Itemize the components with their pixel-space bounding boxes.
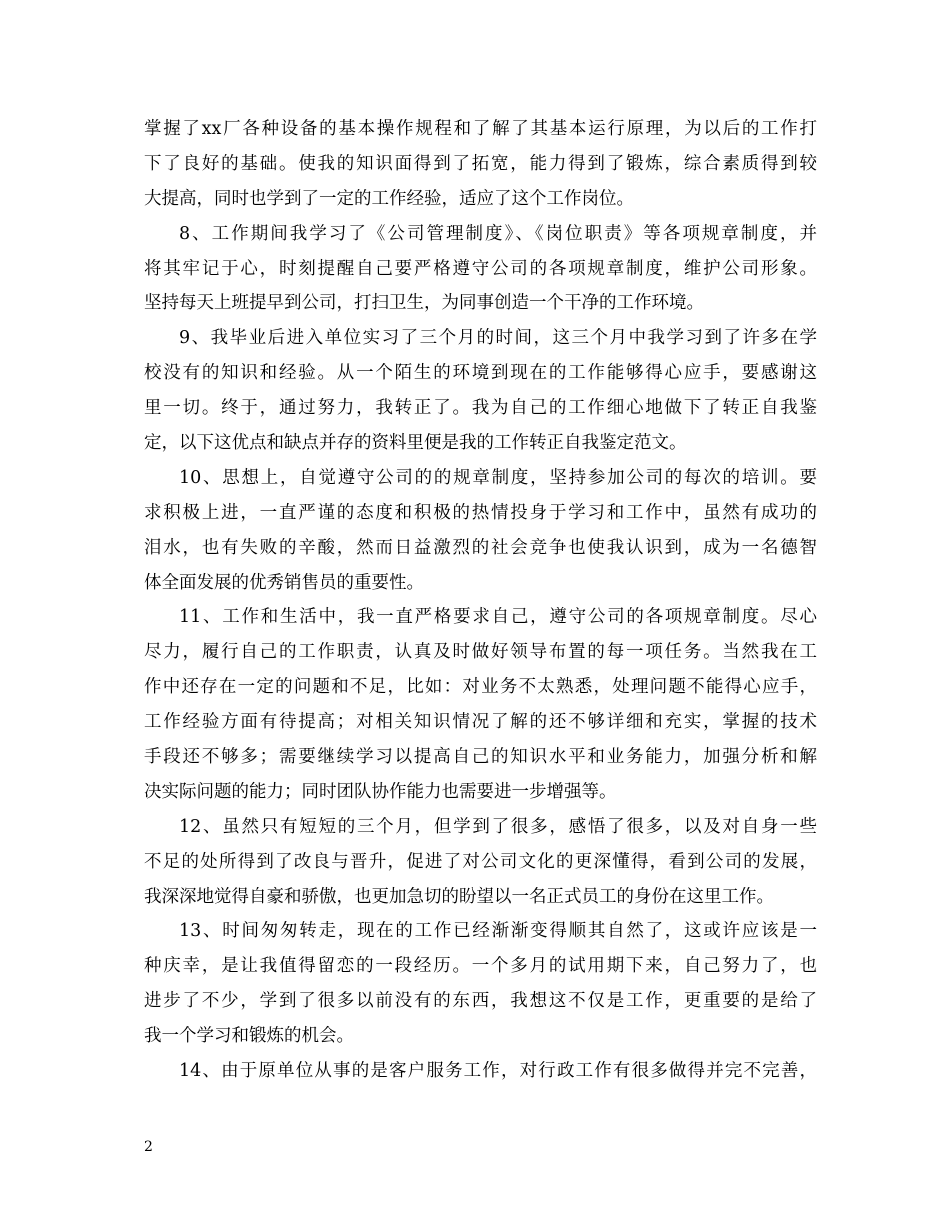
text-line: 13、时间匆匆转走，现在的工作已经渐渐变得顺其自然了，这或许应该是一 <box>179 921 817 942</box>
text-line: 尽力，履行自己的工作职责，认真及时做好领导布置的每一项任务。当然我在工 <box>144 642 817 663</box>
text-line: 下了良好的基础。使我的知识面得到了拓宽，能力得到了锻炼，综合素质得到较 <box>144 153 817 174</box>
text-line: 定，以下这优点和缺点并存的资料里便是我的工作转正自我鉴定范文。 <box>144 433 687 454</box>
text-line: 掌握了xx厂各种设备的基本操作规程和了解了其基本运行原理，为以后的工作打 <box>144 119 817 139</box>
text-line: 11、工作和生活中，我一直严格要求自己，遵守公司的各项规章制度。尽心 <box>179 607 817 628</box>
text-line: 大提高，同时也学到了一定的工作经验，适应了这个工作岗位。 <box>144 188 634 209</box>
text-line: 14、由于原单位从事的是客户服务工作，对行政工作有很多做得并完不完善， <box>179 1061 817 1082</box>
text-line: 体全面发展的优秀销售员的重要性。 <box>144 572 424 593</box>
text-line: 校没有的知识和经验。从一个陌生的环境到现在的工作能够得心应手，要感谢这 <box>144 363 817 384</box>
text-line: 我深深地觉得自豪和骄傲，也更加急切的盼望以一名正式员工的身份在这里工作。 <box>144 886 774 907</box>
text-line: 工作经验方面有待提高；对相关知识情况了解的还不够详细和充实，掌握的技术 <box>144 712 817 733</box>
page-number: 2 <box>144 1139 153 1155</box>
text-line: 8、工作期间我学习了《公司管理制度》、《岗位职责》等各项规章制度，并 <box>179 223 817 244</box>
text-line: 不足的处所得到了改良与晋升，促进了对公司文化的更深懂得，看到公司的发展， <box>144 851 817 872</box>
text-line: 9、我毕业后进入单位实习了三个月的时间，这三个月中我学习到了许多在学 <box>179 328 817 349</box>
document-body <box>144 112 817 1089</box>
text-line: 求积极上进，一直严谨的态度和积极的热情投身于学习和工作中，虽然有成功的 <box>144 502 817 523</box>
text-line: 泪水，也有失败的辛酸，然而日益激烈的社会竞争也使我认识到，成为一名德智 <box>144 537 817 558</box>
text-line: 将其牢记于心，时刻提醒自己要严格遵守公司的各项规章制度，维护公司形象。 <box>144 258 817 279</box>
text-line: 10、思想上，自觉遵守公司的的规章制度，坚持参加公司的每次的培训。要 <box>179 467 817 488</box>
text-line: 决实际问题的能力；同时团队协作能力也需要进一步增强等。 <box>144 781 617 802</box>
text-line: 种庆幸，是让我值得留恋的一段经历。一个多月的试用期下来，自己努力了，也 <box>144 956 817 977</box>
text-line: 我一个学习和锻炼的机会。 <box>144 1026 354 1047</box>
text-line: 进步了不少，学到了很多以前没有的东西，我想这不仅是工作，更重要的是给了 <box>144 991 817 1012</box>
text-line: 手段还不够多；需要继续学习以提高自己的知识水平和业务能力，加强分析和解 <box>144 747 817 768</box>
text-line: 坚持每天上班提早到公司，打扫卫生，为同事创造一个干净的工作环境。 <box>144 293 704 314</box>
text-line: 里一切。终于，通过努力，我转正了。我为自己的工作细心地做下了转正自我鉴 <box>144 398 817 419</box>
text-line: 作中还存在一定的问题和不足，比如：对业务不太熟悉，处理问题不能得心应手， <box>144 677 817 698</box>
text-line: 12、虽然只有短短的三个月，但学到了很多，感悟了很多，以及对自身一些 <box>179 816 817 837</box>
